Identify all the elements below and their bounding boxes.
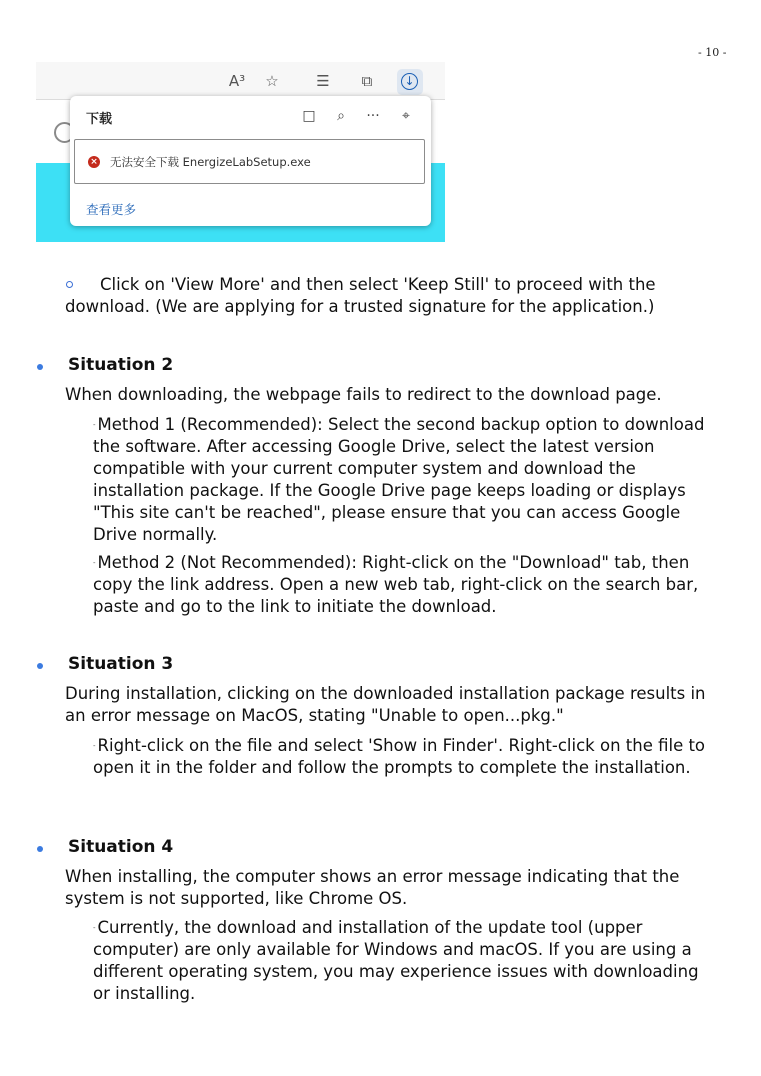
error-icon: × (88, 156, 100, 168)
situation-3-step-1-text: Right-click on the file and select 'Show in Finder'. Right-click on the file to open it in the folder and follow the prompts to complete the installation. (93, 736, 706, 778)
situation-4-step-1 (93, 917, 713, 1005)
situation-2-step-1-text: Method 1 (Recommended): Select the second backup option to download the software. After accessing Google Drive, select the latest version compatible with your current computer system and download the installation package. If the Google Drive page keeps loading or displays "This site can't be reached", please ensure that you can access Google Drive normally. (93, 415, 705, 544)
downloads-popup (70, 96, 431, 226)
situation-3-step-1 (93, 735, 713, 779)
situation-2-step-2-text: Method 2 (Not Recommended): Right-click on the "Download" tab, then copy the link address. Open a new web tab, right-click on the search bar, paste and go to the link to initiate the download. (93, 553, 699, 617)
step-marker: - (93, 420, 96, 429)
download-item[interactable] (74, 139, 425, 184)
step-marker: - (93, 558, 96, 567)
downloads-button[interactable] (397, 69, 423, 95)
pin-icon[interactable]: ⌖ (402, 108, 410, 124)
open-folder-icon[interactable]: □ (302, 108, 316, 124)
favorites-icon[interactable]: ☰ (316, 72, 330, 90)
situation-2-title: Situation 2 (68, 355, 174, 375)
read-aloud-icon[interactable]: A³ (228, 72, 246, 90)
view-more-link[interactable]: 查看更多 (86, 202, 137, 217)
page-number: - 10 - (698, 46, 727, 59)
downloads-title: 下载 (86, 112, 113, 127)
situation-4-description: When installing, the computer shows an error message indicating that the system is not supported, like Chrome OS. (65, 867, 680, 908)
bullet-icon (37, 846, 43, 852)
bullet-icon (37, 663, 43, 669)
situation-3-title: Situation 3 (68, 654, 174, 674)
situation-3-description: During installation, clicking on the downloaded installation package results in an error message on MacOS, stating "Unable to open...pkg." (65, 684, 706, 725)
add-favorite-icon[interactable]: ☆ (265, 72, 279, 90)
download-item-text: 无法安全下载 EnergizeLabSetup.exe (110, 155, 311, 169)
situation-4-title: Situation 4 (68, 837, 174, 857)
collections-icon[interactable]: ⧉ (361, 72, 373, 90)
situation-2-step-1 (93, 414, 705, 545)
browser-toolbar (36, 62, 445, 100)
bullet-icon (37, 364, 43, 370)
situation-4-step-1-text: Currently, the download and installation of the update tool (upper computer) are only available for Windows and macOS. If you are using a different operating system, you may experience issues with downloading or installing. (93, 918, 699, 1003)
download-icon: ↓ (401, 73, 418, 90)
step-marker: - (93, 741, 96, 750)
situation-2-description: When downloading, the webpage fails to redirect to the download page. (65, 385, 662, 404)
download-warning-screenshot (36, 62, 445, 242)
intro-note: Click on 'View More' and then select 'Keep Still' to proceed with the download. (We are applying for a trusted signature for the application.) (65, 275, 656, 316)
more-options-icon[interactable]: ··· (366, 108, 380, 124)
search-icon[interactable]: ⌕ (337, 108, 345, 124)
situation-2-step-2 (93, 552, 709, 618)
step-marker: - (93, 923, 96, 932)
